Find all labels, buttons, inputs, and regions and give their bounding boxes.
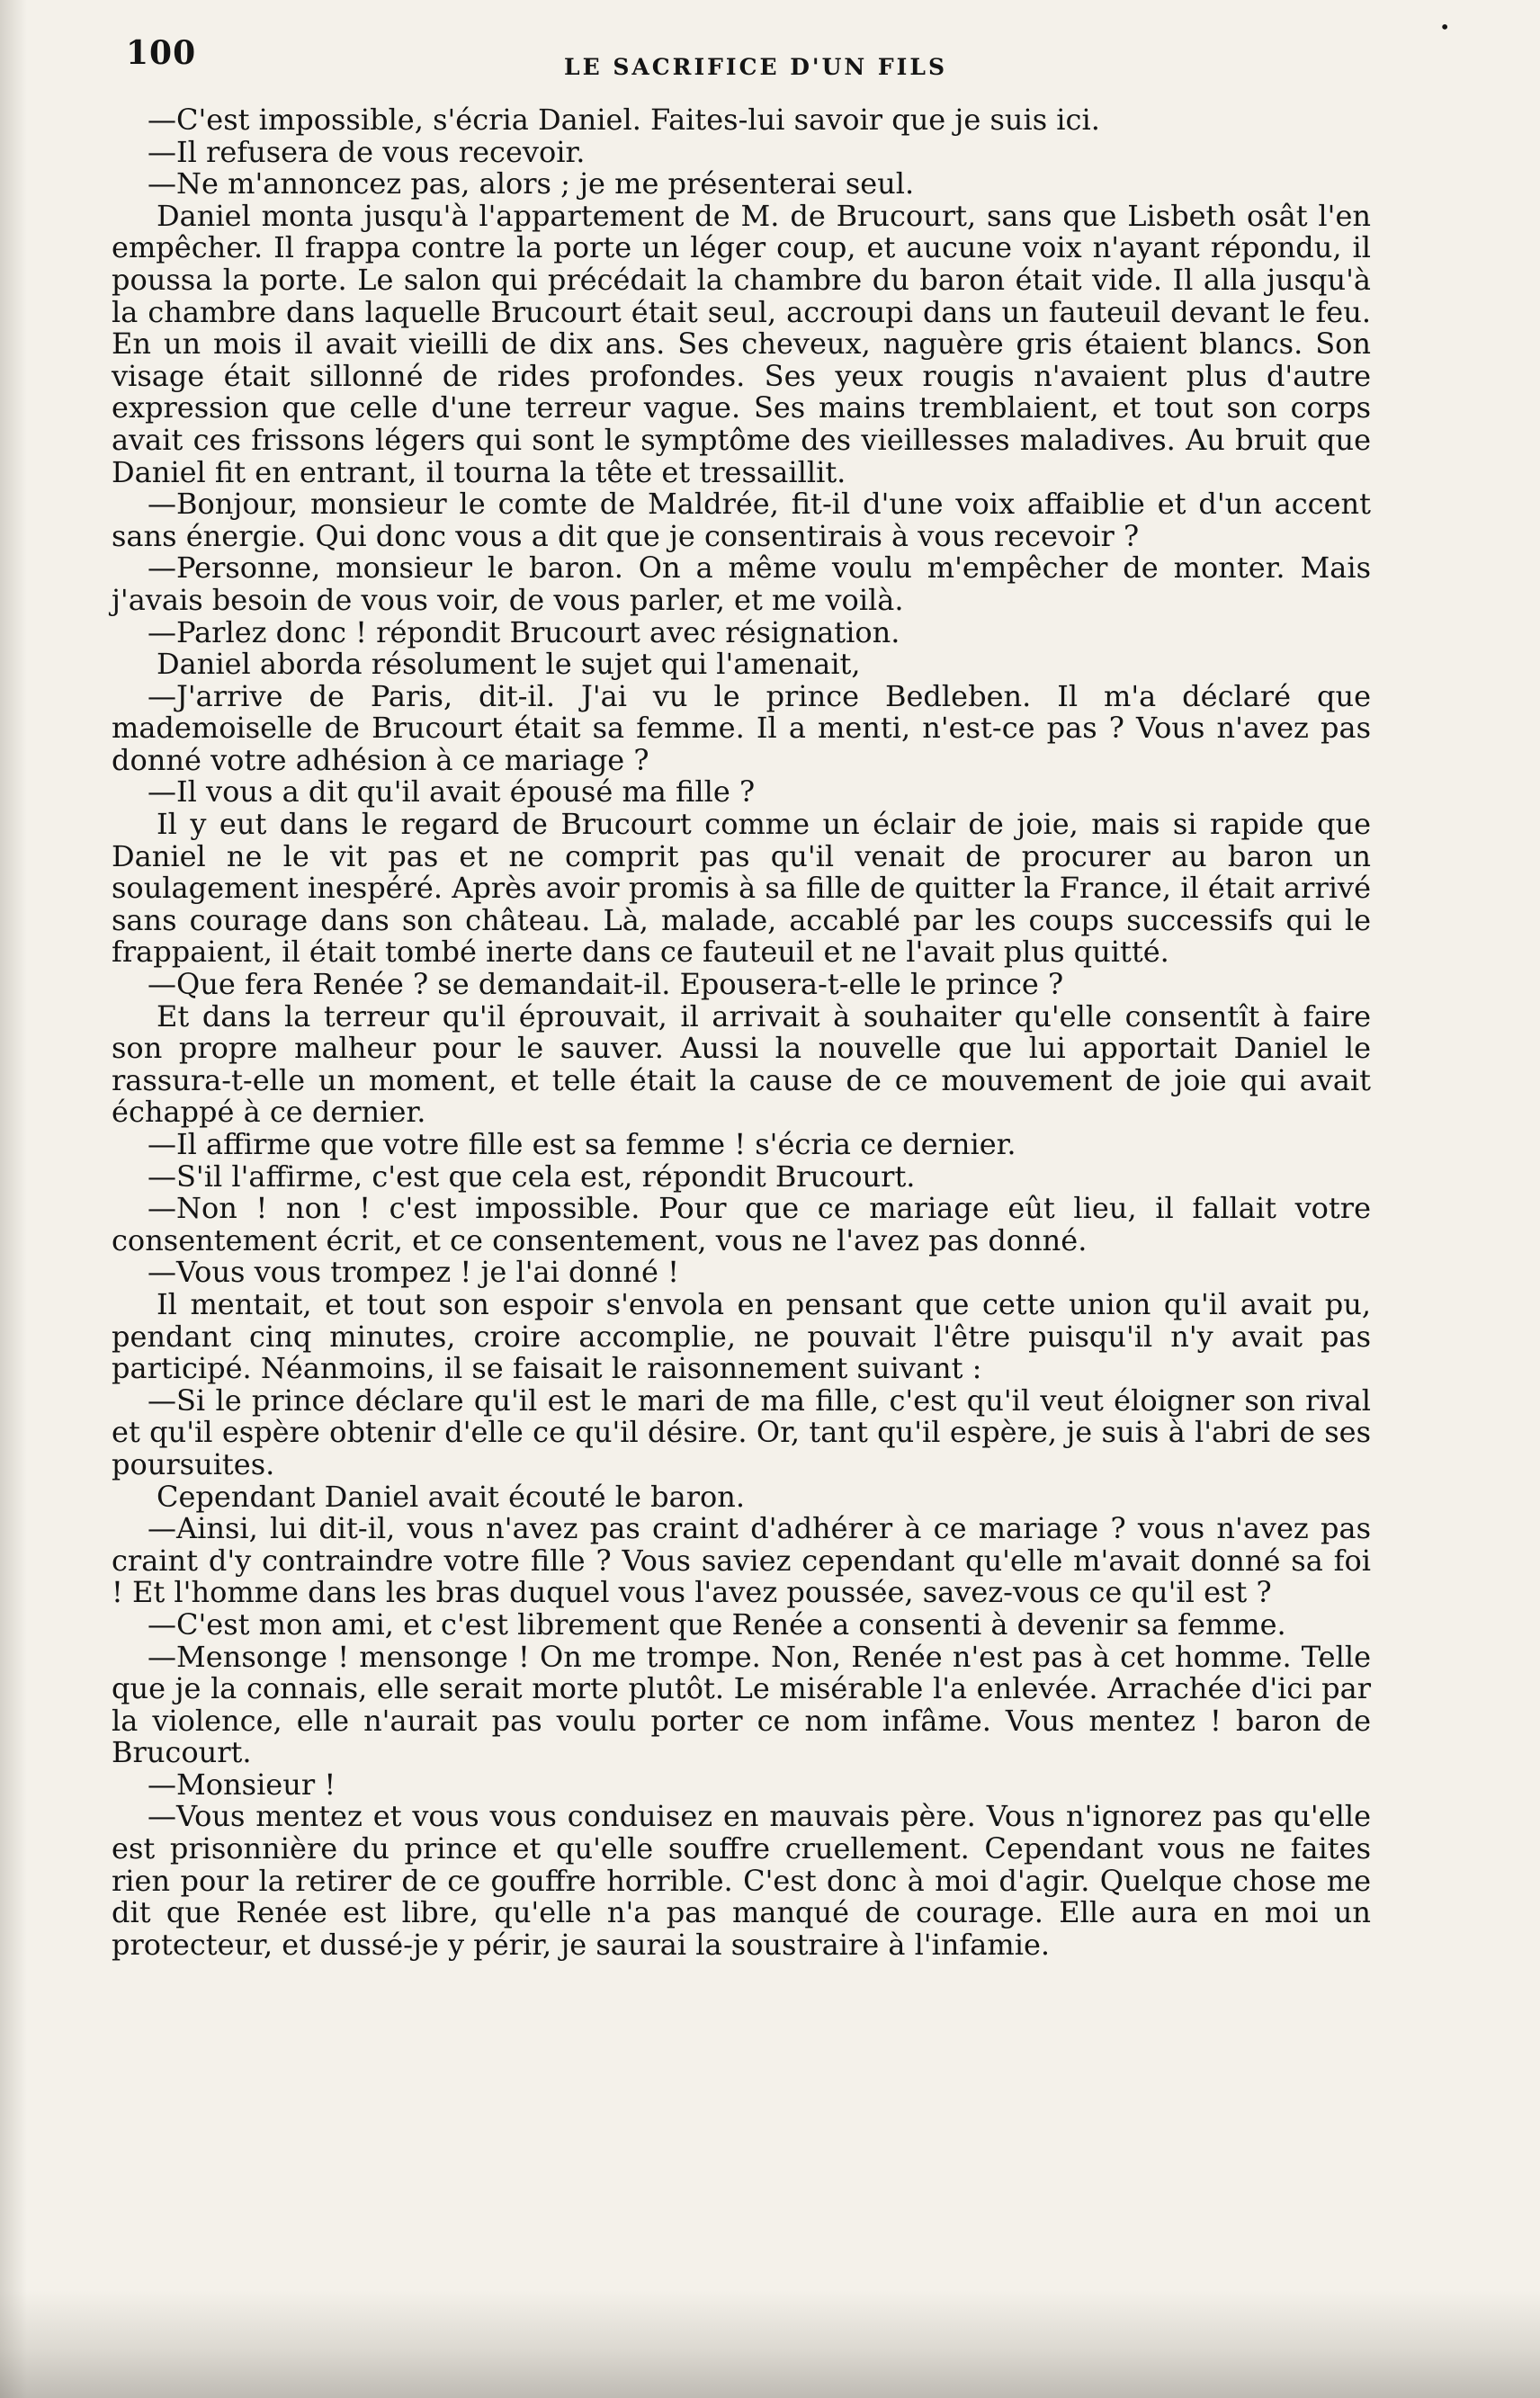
paragraph: —Il affirme que votre fille est sa femme ! s'écria ce dernier. [148, 1127, 1016, 1161]
body-text [112, 104, 1371, 1961]
page-number: 100 [126, 34, 197, 72]
paragraph: —Bonjour, monsieur le comte de Maldrée, fit-il d'une voix affaiblie et d'un accent sans énergie. Qui donc vous a dit que je consentirais à vous recevoir ? [112, 487, 1371, 553]
paragraph: —J'arrive de Paris, dit-il. J'ai vu le prince Bedleben. Il m'a déclaré que mademoiselle de Brucourt était sa femme. Il a menti, n'est-ce pas ? Vous n'avez pas donné votre adhésion à ce mariage ? [112, 678, 1371, 777]
paragraph: Et dans la terreur qu'il éprouvait, il arrivait à souhaiter qu'elle consentît à faire son propre malheur pour le sauver. Aussi la nouvelle que lui apportait Daniel le rassura-t-elle un moment, et telle était la cause de ce mouvement de joie qui avait échappé à ce dernier. [112, 998, 1371, 1130]
corner-speck: • [1439, 16, 1450, 38]
paragraph: —Si le prince déclare qu'il est le mari de ma fille, c'est qu'il veut éloigner son rival et qu'il espère obtenir d'elle ce qu'il désire. Or, tant qu'il espère, je suis à l'abri de ses poursuites. [112, 1382, 1371, 1481]
paragraph: —C'est mon ami, et c'est librement que Renée a consenti à devenir sa femme. [148, 1606, 1286, 1642]
paragraph: —Que fera Renée ? se demandait-il. Epousera-t-elle le prince ? [148, 967, 1064, 1002]
paragraph: Il y eut dans le regard de Brucourt comme un éclair de joie, mais si rapide que Daniel ne le vit pas et ne comprit pas qu'il venait de procurer au baron un soulagement inespéré. Après avoir promis à sa fille de quitter la France, il était arrivé sans courage dans son château. Là, malade, accablé par les coups successifs qui le frappaient, il était tombé inerte dans ce fauteuil et ne l'avait plus quitté. [112, 807, 1371, 970]
paragraph: —Vous vous trompez ! je l'ai donné ! [148, 1255, 679, 1290]
paragraph: —C'est impossible, s'écria Daniel. Faites-lui savoir que je suis ici. [148, 103, 1100, 137]
running-title: LE SACRIFICE D'UN FILS [563, 54, 948, 80]
paragraph: Daniel monta jusqu'à l'appartement de M. de Brucourt, sans que Lisbeth osât l'en empêcher. Il frappa contre la porte un léger coup, et aucune voix n'ayant répondu, il poussa la porte. Le salon qui précédait la chambre du baron était vide. Il alla jusqu'à la chambre dans laquelle Brucourt était seul, accroupi dans un fauteuil devant le feu. En un mois il avait vieilli de dix ans. Ses cheveux, naguère gris étaient blancs. Son visage était sillonné de rides profondes. Ses yeux rougis n'avaient plus d'autre expression que celle d'une terreur vague. Ses mains tremblaient, et tout son corps avait ces frissons légers qui sont le symptôme des vieillesses maladives. Au bruit que Daniel fit en entrant, il tourna la tête et tressaillit. [112, 198, 1371, 489]
paragraph: —Il refusera de vous recevoir. [148, 134, 586, 169]
paragraph: —Il vous a dit qu'il avait épousé ma fille ? [148, 774, 756, 810]
paragraph: Il mentait, et tout son espoir s'envola en pensant que cette union qu'il avait pu, pendant cinq minutes, croire accomplie, ne pouvait l'être puisqu'il n'y avait pas participé. Néanmoins, il se faisait le raisonnement suivant : [112, 1286, 1371, 1386]
paragraph: —Ainsi, lui dit-il, vous n'avez pas craint d'adhérer à ce mariage ? vous n'avez pas craint d'y contraindre votre fille ? Vous saviez cependant qu'elle m'avait donné sa foi ! Et l'homme dans les bras duquel vous l'avez poussée, savez-vous ce qu'il est ? [112, 1511, 1371, 1610]
scan-edge-shadow [0, 0, 27, 2398]
paragraph: Daniel aborda résolument le sujet qui l'amenait, [157, 647, 861, 682]
paragraph: —Vous mentez et vous vous conduisez en mauvais père. Vous n'ignorez pas qu'elle est prisonnière du prince et qu'elle souffre cruellement. Cependant vous ne faites rien pour la retirer de ce gouffre horrible. C'est donc à moi d'agir. Quelque chose me dit que Renée est libre, qu'elle n'a pas manqué de courage. Elle aura en moi un protecteur, et dussé-je y périr, je saurai la soustraire à l'infamie. [112, 1799, 1371, 1962]
scan-bottom-noise [0, 2290, 1540, 2398]
paragraph: —Personne, monsieur le baron. On a même voulu m'empêcher de monter. Mais j'avais besoin de vous voir, de vous parler, et me voilà. [112, 550, 1371, 617]
paragraph: —S'il l'affirme, c'est que cela est, répondit Brucourt. [148, 1159, 916, 1194]
paragraph: —Parlez donc ! répondit Brucourt avec résignation. [148, 614, 900, 649]
paragraph: —Ne m'annoncez pas, alors ; je me présenterai seul. [148, 166, 915, 201]
paragraph: —Monsieur ! [148, 1767, 336, 1802]
paragraph: —Non ! non ! c'est impossible. Pour que ce mariage eût lieu, il fallait votre consentement écrit, et ce consentement, vous ne l'avez pas donné. [112, 1191, 1371, 1257]
paragraph: Cependant Daniel avait écouté le baron. [157, 1479, 746, 1514]
page-header [126, 34, 1385, 88]
paragraph: —Mensonge ! mensonge ! On me trompe. Non, Renée n'est pas à cet homme. Telle que je la connais, elle serait morte plutôt. Le misérable l'a enlevée. Arrachée d'ici par la violence, elle n'aurait pas voulu porter ce nom infâme. Vous mentez ! baron de Brucourt. [112, 1639, 1371, 1770]
